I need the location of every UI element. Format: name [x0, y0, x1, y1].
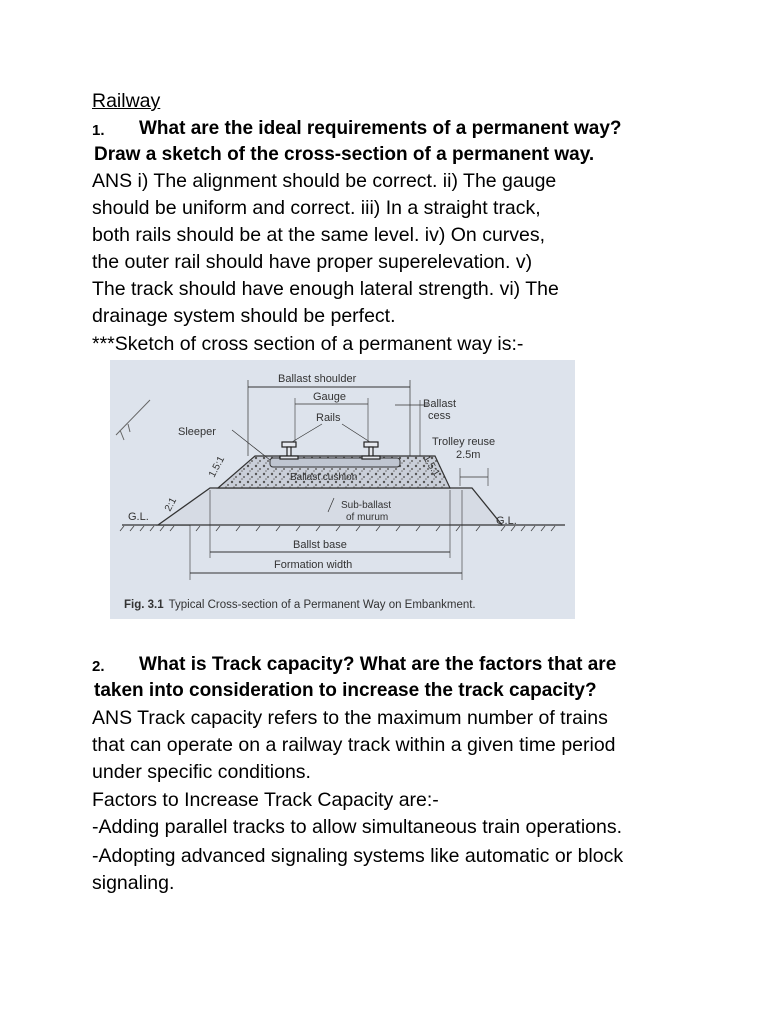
answer-2-line: ANS Track capacity refers to the maximum number of trains	[92, 707, 608, 729]
answer-1-line: The track should have enough lateral strength. vi) The	[92, 278, 559, 300]
answer-1-line: drainage system should be perfect.	[92, 305, 396, 327]
label-gl-right: G.L.	[496, 515, 517, 527]
factors-heading: Factors to Increase Track Capacity are:-	[92, 789, 439, 811]
label-sub-ballast-murum: of murum	[346, 512, 389, 523]
label-ballast: Ballast	[423, 398, 457, 410]
label-slope-right: 1.5:1	[420, 453, 442, 479]
label-sub-ballast: Sub-ballast	[341, 500, 392, 511]
answer-1-line: ANS i) The alignment should be correct. ii) The gauge	[92, 170, 557, 192]
factor-item: signaling.	[92, 872, 175, 894]
rails-leader-right	[342, 424, 370, 442]
label-rails: Rails	[316, 412, 341, 424]
label-gl-left: G.L.	[128, 511, 149, 523]
question-1-line-2: Draw a sketch of the cross-section of a permanent way.	[94, 144, 595, 165]
label-gauge: Gauge	[313, 391, 347, 403]
figure-caption	[124, 599, 476, 611]
answer-1-line: the outer rail should have proper superelevation. v)	[92, 251, 533, 273]
answer-2-line: that can operate on a railway track within a given time period	[92, 734, 616, 756]
label-ballast-shoulder: Ballast shoulder	[278, 373, 357, 385]
rails-leader-left	[292, 424, 322, 442]
label-trolley-reuse: Trolley reuse	[432, 436, 496, 448]
label-slope-left: 1.5:1	[206, 454, 228, 480]
answer-1-line: should be uniform and correct. iii) In a straight track,	[92, 197, 541, 219]
question-2-number: 2.	[92, 658, 105, 675]
figure-caption-text: Typical Cross-section of a Permanent Way on Embankment.	[168, 599, 476, 611]
label-embankment-slope: 2:1	[162, 495, 180, 514]
label-sleeper: Sleeper	[178, 426, 216, 438]
question-2-line-2: taken into consideration to increase the track capacity?	[94, 680, 597, 701]
answer-1-line: both rails should be at the same level. iv) On curves,	[92, 224, 546, 246]
sketch-intro: ***Sketch of cross section of a permanent way is:-	[92, 333, 524, 355]
answer-2-line: under specific conditions.	[92, 761, 311, 783]
factor-item: -Adding parallel tracks to allow simultaneous train operations.	[92, 816, 623, 838]
ground-hatching	[120, 526, 555, 531]
cross-section-figure	[110, 360, 575, 619]
sleeper-leader	[232, 430, 270, 460]
document-title: Railway	[92, 90, 161, 112]
label-trolley-width: 2.5m	[456, 449, 481, 461]
rail-left	[280, 442, 298, 459]
label-ballast-base: Ballst base	[293, 539, 347, 551]
rail-right	[362, 442, 380, 459]
pencil-mark	[116, 400, 150, 440]
label-formation-width: Formation width	[274, 559, 353, 571]
label-cess: cess	[428, 410, 451, 422]
question-1-number: 1.	[92, 122, 105, 139]
label-ballast-cushion: Ballast cushion	[290, 472, 358, 483]
question-1-line-1: What are the ideal requirements of a permanent way?	[139, 118, 622, 139]
figure-caption-label: Fig. 3.1	[124, 599, 164, 611]
factor-item: -Adopting advanced signaling systems like automatic or block	[92, 845, 624, 867]
question-2-line-1: What is Track capacity? What are the factors that are	[139, 654, 617, 675]
